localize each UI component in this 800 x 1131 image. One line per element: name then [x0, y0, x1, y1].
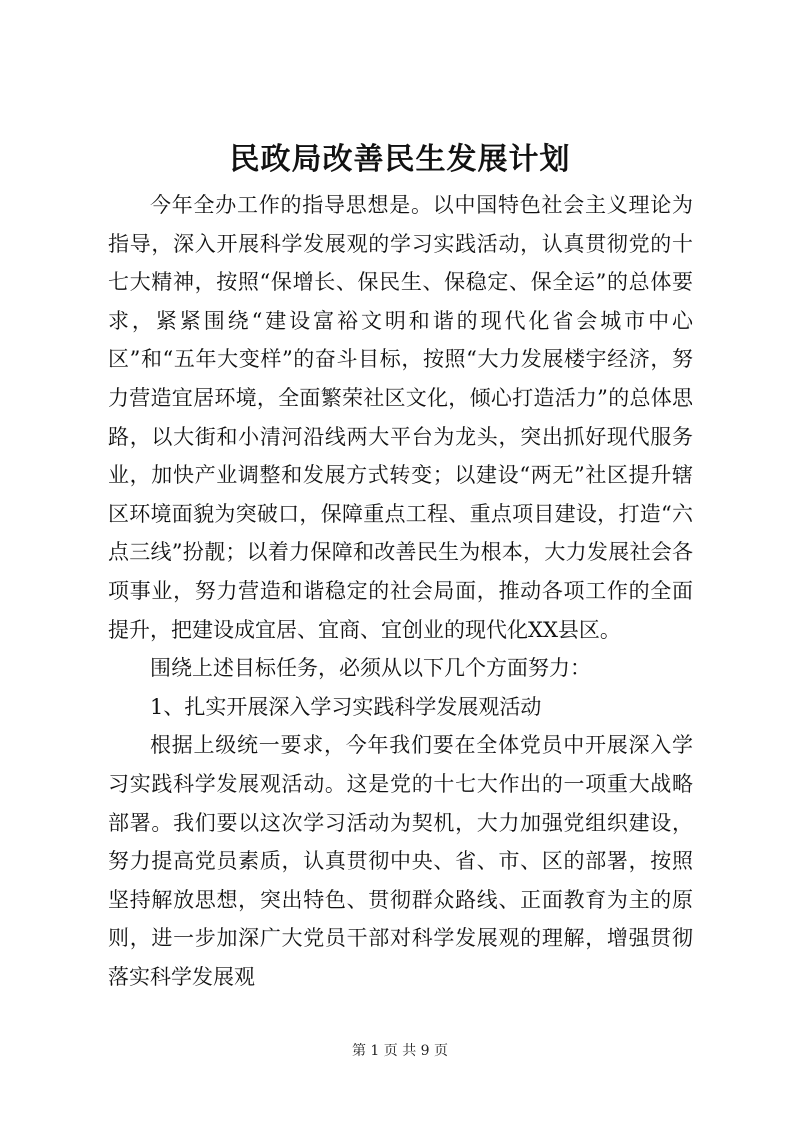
- paragraph-study-activity: 根据上级统一要求，今年我们要在全体党员中开展深入学习实践科学发展观活动。这是党的十七大作出的一项重大战略部署。我们要以这次学习活动为契机，大力加强党组织建设，努力提高党员素质，认真贯彻中央、省、市、区的部署，按照坚持解放思想，突出特色、贯彻群众路线、正面教育为主的原则，进一步加深广大党员干部对科学发展观的理解，增强贯彻落实科学发展观: [108, 733, 693, 989]
- document-title: 民政局改善民生发展计划: [229, 142, 571, 177]
- section-heading-1: 1、扎实开展深入学习实践科学发展观活动: [150, 694, 542, 719]
- page-number-footer: 第 1 页 共 9 页: [351, 1043, 449, 1059]
- paragraph-efforts-intro: 围绕上述目标任务，必须从以下几个方面努力：: [150, 656, 591, 681]
- paragraph-guiding-thought: 今年全办工作的指导思想是。以中国特色社会主义理论为指导，深入开展科学发展观的学习实践活动，认真贯彻党的十七大精神，按照“保增长、保民生、保稳定、保全运”的总体要求，紧紧围绕“建设富裕文明和谐的现代化省会城市中心区”和“五年大变样”的奋斗目标，按照“大力发展楼宇经济，努力营造宜居环境，全面繁荣社区文化，倾心打造活力”的总体思路，以大街和小清河沿线两大平台为龙头，突出抓好现代服务业，加快产业调整和发展方式转变；以建设“两无”社区提升辖区环境面貌为突破口，保障重点工程、重点项目建设，打造“六点三线”扮靓；以着力保障和改善民生为根本，大力发展社会各项事业，努力营造和谐稳定的社会局面，推动各项工作的全面提升，把建设成宜居、宜商、宜创业的现代化XX县区。: [108, 193, 693, 642]
- document-body: [108, 186, 693, 996]
